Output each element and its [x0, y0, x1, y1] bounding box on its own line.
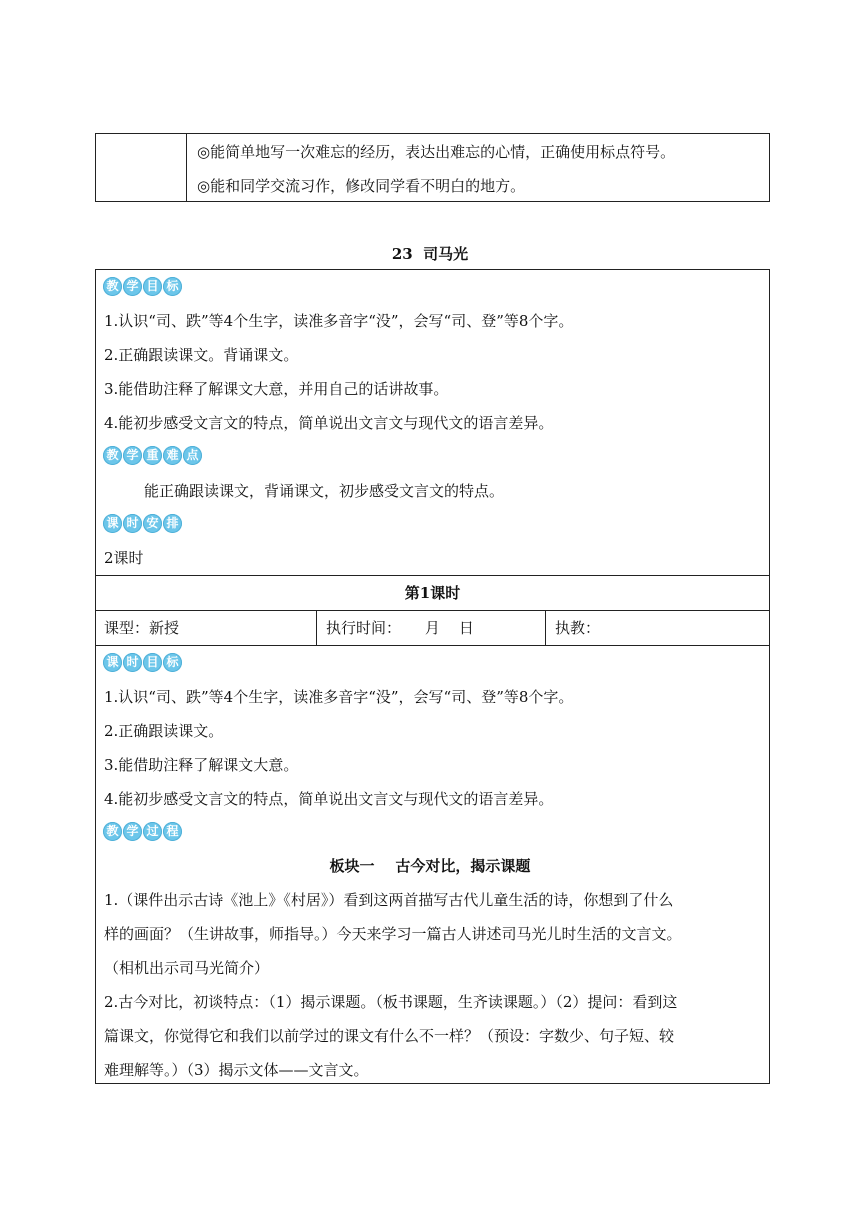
badge-char: 学 — [123, 446, 142, 465]
badge-char: 排 — [163, 514, 182, 533]
teaching-goal-3: 3.能借助注释了解课文大意，并用自己的话讲故事。 — [104, 380, 449, 398]
badge-char: 目 — [143, 653, 162, 672]
badge-char: 重 — [143, 446, 162, 465]
period-goal-3: 3.能借助注释了解课文大意。 — [104, 756, 299, 774]
divider-after-period-heading — [95, 610, 770, 611]
badge-char: 标 — [163, 277, 182, 296]
schedule-text: 2课时 — [104, 549, 144, 567]
badge-char: 学 — [123, 822, 142, 841]
badge-char: 标 — [163, 653, 182, 672]
badge-char: 安 — [143, 514, 162, 533]
badge-char: 程 — [163, 822, 182, 841]
badge-char: 教 — [103, 822, 122, 841]
divider-after-info-row — [95, 645, 770, 646]
execution-time: 执行时间： 月 日 — [326, 619, 474, 637]
process-line-4: 2.古今对比，初谈特点：（1）揭示课题。（板书课题，生齐读课题。）（2）提问：看到这 — [104, 993, 678, 1011]
process-line-5: 篇课文，你觉得它和我们以前学过的课文有什么不一样？（预设：字数少、句子短、较 — [104, 1027, 675, 1045]
period-goals-badge — [103, 653, 182, 672]
period-goal-4: 4.能初步感受文言文的特点，简单说出文言文与现代文的语言差异。 — [104, 790, 554, 808]
teacher: 执教： — [555, 619, 601, 637]
badge-char: 目 — [143, 277, 162, 296]
info-col-divider-2 — [545, 610, 546, 645]
process-line-6: 难理解等。）（3）揭示文体——文言文。 — [104, 1061, 369, 1079]
key-points-text: 能正确跟读课文，背诵课文，初步感受文言文的特点。 — [144, 482, 505, 500]
badge-char: 教 — [103, 446, 122, 465]
badge-char: 课 — [103, 514, 122, 533]
badge-char: 过 — [143, 822, 162, 841]
badge-char: 时 — [123, 653, 142, 672]
teaching-goals-badge — [103, 277, 182, 296]
top-table-row-1: ◎能简单地写一次难忘的经历，表达出难忘的心情，正确使用标点符号。 — [197, 143, 676, 161]
top-table-row-2: ◎能和同学交流习作，修改同学看不明白的地方。 — [197, 177, 526, 195]
badge-char: 教 — [103, 277, 122, 296]
teaching-goal-2: 2.正确跟读课文。背诵课文。 — [104, 346, 299, 364]
period-goal-1: 1.认识“司、跌”等4个生字，读准多音字“没”，会写“司、登”等8个字。 — [104, 688, 574, 706]
teaching-goal-1: 1.认识“司、跌”等4个生字，读准多音字“没”，会写“司、登”等8个字。 — [104, 312, 574, 330]
badge-char: 学 — [123, 277, 142, 296]
period-heading: 第1课时 — [404, 584, 461, 602]
process-line-3: （相机出示司马光简介） — [104, 959, 270, 977]
key-points-badge — [103, 446, 202, 465]
period-goal-2: 2.正确跟读课文。 — [104, 722, 224, 740]
schedule-badge — [103, 514, 182, 533]
process-badge — [103, 822, 182, 841]
block-title: 板块一 古今对比，揭示课题 — [329, 857, 531, 875]
lesson-type: 课型：新授 — [104, 619, 180, 637]
badge-char: 课 — [103, 653, 122, 672]
info-col-divider-1 — [316, 610, 317, 645]
badge-char: 难 — [163, 446, 182, 465]
badge-char: 点 — [183, 446, 202, 465]
divider-before-period — [95, 575, 770, 576]
top-table-divider — [186, 133, 187, 202]
process-line-1: 1.（课件出示古诗《池上》《村居》）看到这两首描写古代儿童生活的诗，你想到了什么 — [104, 891, 674, 909]
teaching-goal-4: 4.能初步感受文言文的特点，简单说出文言文与现代文的语言差异。 — [104, 414, 554, 432]
process-line-2: 样的画面？（生讲故事，师指导。）今天来学习一篇古人讲述司马光儿时生活的文言文。 — [104, 925, 682, 943]
lesson-title: 23 司马光 — [391, 245, 469, 263]
badge-char: 时 — [123, 514, 142, 533]
